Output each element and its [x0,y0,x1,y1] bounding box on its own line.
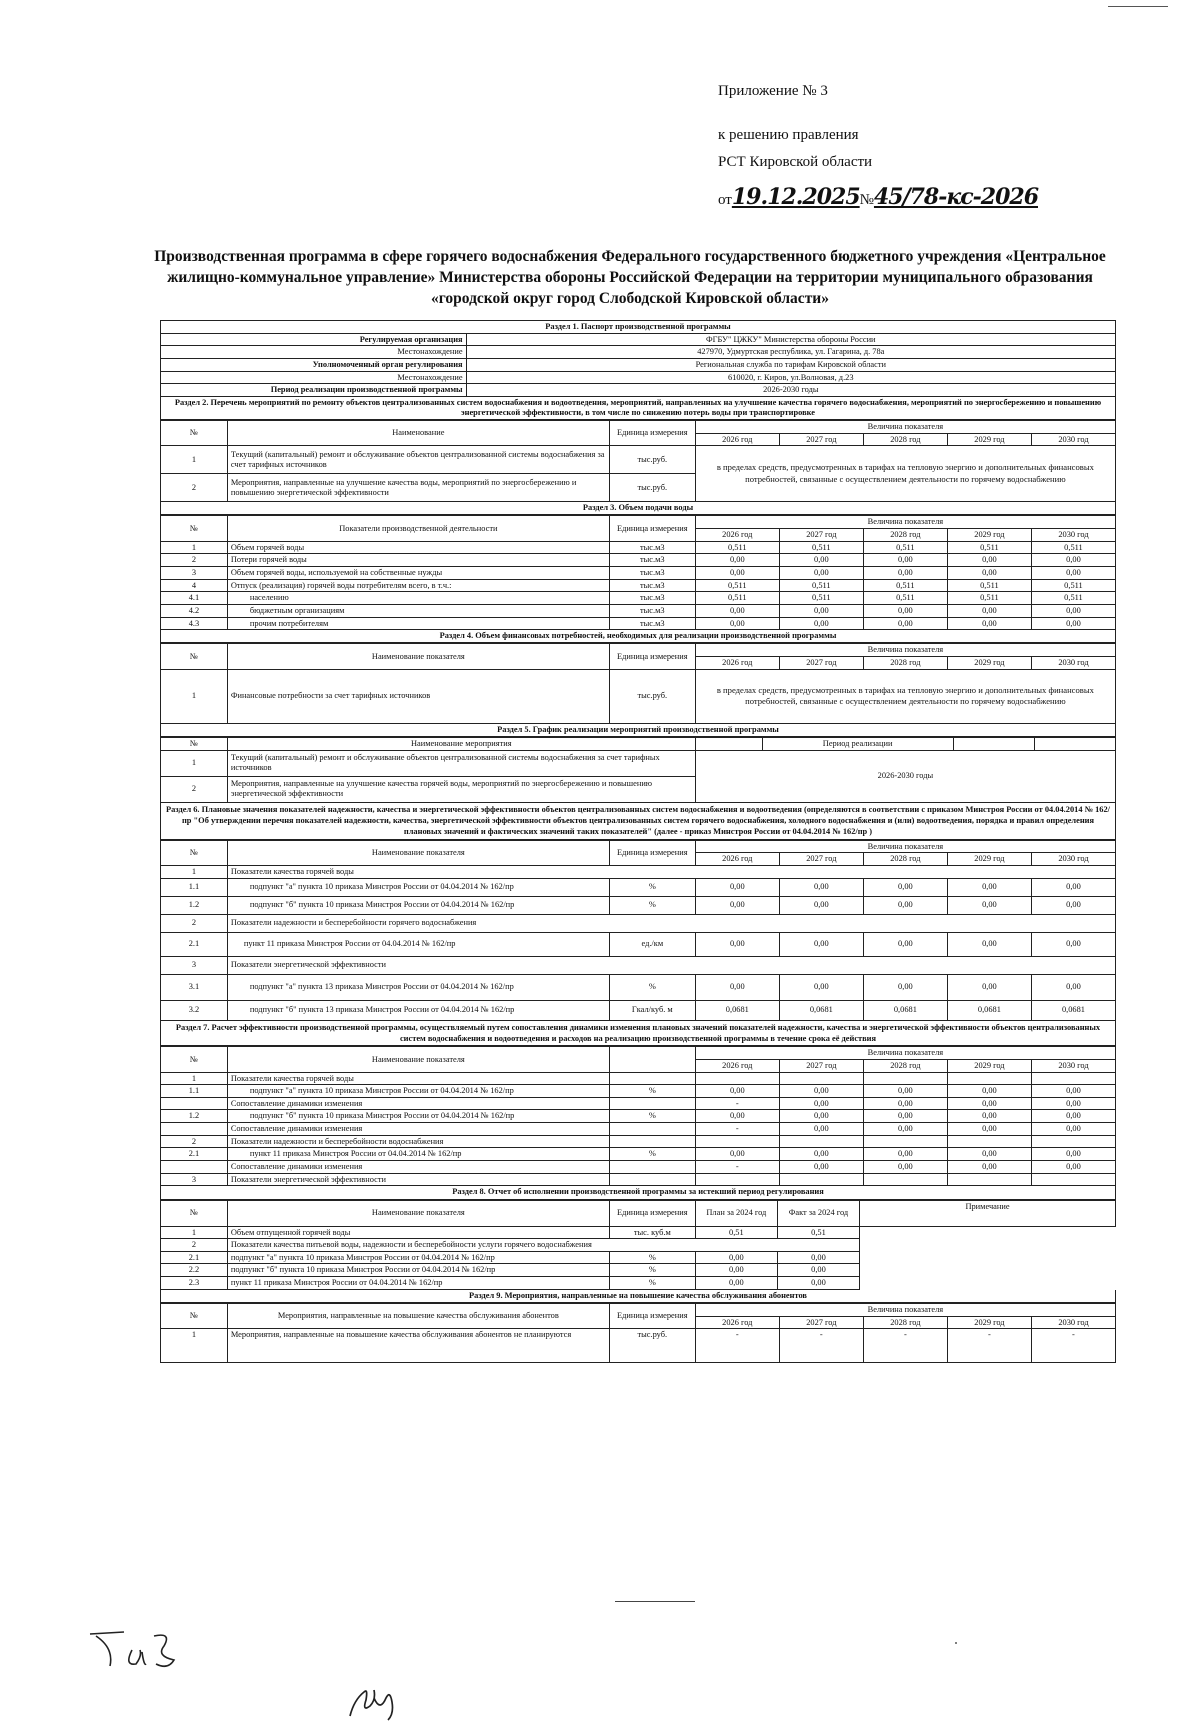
document-title: Производственная программа в сфере горячего водоснабжения Федерального государственного бюджетного учреждения «Центральное жилищно-коммунальное управление» Министерства обороны Российской Федерации на территории муниципального образования «городской округ город Слободской Кировской области» [154,248,1106,307]
table-row: 3 Показатели энергетической эффективности [161,1173,1116,1186]
decision-date: 19.12.2025 [731,184,860,210]
right-signature [330,1666,420,1721]
table-row: 2.3 пункт 11 приказа Минстроя России от 04.04.2014 № 162/пр % 0,00 0,00 [161,1277,1116,1290]
decision-number: 45/78-кс-2026 [873,184,1038,210]
section-8-table: № Наименование показателя Единица измерения План за 2024 год Факт за 2024 год Примечание 1 Объем отпущенной горячей воды тыс. куб.м 0,51 0,51 2 Показатели качества питьевой воды, надежности и бесперебойности услуги горячего водоснабжения 2.1 подпункт "а" пункта 10 приказа Минстроя России от 04.04.2014 № 162/пр % 0,00 0,00 2.2 подпункт "б" пункта 10 приказа Минстроя России от 04.04.2014 № 162/пр % 0,00 0,00 2.3 пункт 11 приказа Минстроя России от 04.04.2014 № 162/пр % 0,00 0,00 [160,1200,1116,1290]
table-row: 2 Потери горячей воды тыс.м3 0,00 0,00 0,00 0,00 0,00 [161,554,1116,567]
passport-row: Период реализации производственной программы 2026-2030 годы [161,384,1116,397]
table-row: 2 Мероприятия, направленные на улучшение качества воды, мероприятий по энергосбережению и повышению энергетической эффективности тыс.руб. [161,474,1116,502]
table-row: 2.1 пункт 11 приказа Минстроя России от 04.04.2014 № 162/пр % 0,00 0,00 0,00 0,00 0,00 [161,1148,1116,1161]
table-row: 2 Показатели качества питьевой воды, надежности и бесперебойности услуги горячего водоснабжения [161,1239,1116,1252]
appendix-decision: к решению правления [718,127,859,143]
table-row: 1 Объем отпущенной горячей воды тыс. куб.м 0,51 0,51 [161,1226,1116,1239]
table-row: 2.1 подпункт "а" пункта 10 приказа Минстроя России от 04.04.2014 № 162/пр % 0,00 0,00 [161,1251,1116,1264]
section-7-title: Раздел 7. Расчет эффективности производственной программы, осуществляемый путем сопоставления динамики изменения плановых значений показателей надежности, качества и энергетической эффективности объектов централизованных систем водоснабжения и водоотведения и расходов на реализацию производственной программы в течение срока её действия [160,1021,1116,1047]
section-6-table: № Наименование показателя Единица измерения Величина показателя 2026 год 2027 год 2028 год 2029 год 2030 год 1 Показатели качества горячей воды 1.1 подпункт "а" пункта 10 приказа Минстроя России от 04.04.2014 № 162/пр % 0,00 0,00 0,00 0,00 0,00 1.2 подпункт "б" пункта 10 приказа Минстроя России от 04.04.2014 № 162/пр % 0,00 0,00 0,00 0,00 0,00 2 Показатели надежности и бесперебойности горячего водоснабжения 2.1 пункт 11 приказа Минстроя России от 04.04.2014 № 162/пр ед./км 0,00 0,00 0,00 0,00 0,00 3 Показатели энергетической эффективности 3.1 подпункт "а" пункта 13 приказа Минстроя России от 04.04.2014 № 162/пр % 0,00 0,00 0,00 0,00 0,00 3.2 подпункт "б" пункта 13 приказа Минстроя России от 04.04.2014 № 162/пр Гкал/куб. м 0,0681 0,0681 0,0681 0,0681 0,0681 [160,840,1116,1021]
bottom-rule [615,1601,695,1602]
table-row: 2 Показатели надежности и бесперебойности горячего водоснабжения [161,914,1116,932]
section-3-title: Раздел 3. Объем подачи воды [160,502,1116,515]
section-2-table: № Наименование Единица измерения Величина показателя 2026 год 2027 год 2028 год 2029 год 2030 год 1 Текущий (капитальный) ремонт и обслуживание объектов централизованной системы водоснабжения за счет тарифных источников тыс.руб. в пределах средств, предусмотренных в тарифах на тепловую энергию и дополнительных финансовых потребностей, связанные с осуществлением деятельности по горячему водоснабжению 2 Мероприятия, направленные на улучшение качества воды, мероприятий по энергосбережению и повышению энергетической эффективности тыс.руб. [160,420,1116,502]
passport-row: Регулируемая организация ФГБУ" ЦЖКУ" Министерства обороны России [161,333,1116,346]
appendix-date-number: от19.12.2025№45/78-кс-2026 [718,184,1038,210]
section-4-title: Раздел 4. Объем финансовых потребностей, необходимых для реализации производственной программы [160,630,1116,643]
section-6-title: Раздел 6. Плановые значения показателей надежности, качества и энергетической эффективности объектов централизованных систем водоснабжения и водоотведения (определяются в соответствии с приказом Минстроя России от 04.04.2014 № 162/пр "Об утверждении перечня показателей надежности, качества, энергетической эффективности объектов централизованных систем горячего водоснабжения, холодного водоснабжения и (или) водоотведения, порядка и правил определения плановых значений и фактических значений таких показателей" (далее - приказ Минстроя России от 04.04.2014 № 162/пр ) [160,803,1116,840]
table-row: 1 Показатели качества горячей воды [161,865,1116,878]
passport-row: Местонахождение 427970, Удмуртская республика, ул. Гагарина, д. 78а [161,346,1116,359]
section-9-table: № Мероприятия, направленные на повышение качества обслуживания абонентов Единица измерения Величина показателя 2026 год 2027 год 2028 год 2029 год 2030 год 1 Мероприятия, направленные на повышение качества обслуживания абонентов не планируются тыс.руб. - - - - - [160,1303,1116,1363]
table-row: 1 Текущий (капитальный) ремонт и обслуживание объектов централизованной системы водоснабжения за счет тарифных источников 2026-2030 годы [161,750,1116,776]
table-row: 1 Объем горячей воды тыс.м3 0,511 0,511 0,511 0,511 0,511 [161,541,1116,554]
appendix-number: Приложение № 3 [718,83,828,99]
appendix-authority: РСТ Кировской области [718,154,873,170]
table-row: 3 Показатели энергетической эффективности [161,956,1116,974]
table-row: 1.2 подпункт "б" пункта 10 приказа Минстроя России от 04.04.2014 № 162/пр % 0,00 0,00 0,00 0,00 0,00 [161,1110,1116,1123]
scan-speck [955,1642,957,1644]
section-7-table: № Наименование показателя Величина показателя 2026 год 2027 год 2028 год 2029 год 2030 год 1 Показатели качества горячей воды 1.1 подпункт "а" пункта 10 приказа Минстроя России от 04.04.2014 № 162/пр % 0,00 0,00 0,00 0,00 0,00 Сопоставление динамики изменения - 0,00 0,00 0,00 0,00 1.2 подпункт "б" пункта 10 приказа Минстроя России от 04.04.2014 № 162/пр % 0,00 0,00 0,00 0,00 0,00 Сопоставление динамики изменения - 0,00 0,00 0,00 0,00 2 Показатели надежности и бесперебойности водоснабжения 2.1 пункт 11 приказа Минстроя России от 04.04.2014 № 162/пр % 0,00 0,00 0,00 0,00 0,00 Сопоставление динамики изменения - 0,00 0,00 0,00 0,00 3 Показатели энергетической эффективности [160,1046,1116,1186]
table-row: 3 Объем горячей воды, используемой на собственные нужды тыс.м3 0,00 0,00 0,00 0,00 0,00 [161,567,1116,580]
passport-row: Уполномоченный орган регулирования Региональная служба по тарифам Кировской области [161,358,1116,371]
implementation-period: 2026-2030 годы [695,750,1115,802]
section-5-title: Раздел 5. График реализации мероприятий производственной программы [160,724,1116,737]
table-row: 2.1 пункт 11 приказа Минстроя России от 04.04.2014 № 162/пр ед./км 0,00 0,00 0,00 0,00 0,00 [161,932,1116,956]
program-tables [160,320,1116,1363]
table-row: Сопоставление динамики изменения - 0,00 0,00 0,00 0,00 [161,1123,1116,1136]
table-row: 1.1 подпункт "а" пункта 10 приказа Минстроя России от 04.04.2014 № 162/пр % 0,00 0,00 0,00 0,00 0,00 [161,1085,1116,1098]
table-row: 4.2 бюджетным организациям тыс.м3 0,00 0,00 0,00 0,00 0,00 [161,605,1116,618]
section-1-passport [160,320,1116,397]
passport-row: Местонахождение 610020, г. Киров, ул.Волновая, д.23 [161,371,1116,384]
table-row: 3.1 подпункт "а" пункта 13 приказа Минстроя России от 04.04.2014 № 162/пр % 0,00 0,00 0,00 0,00 0,00 [161,974,1116,1000]
table-row: 4.1 населению тыс.м3 0,511 0,511 0,511 0,511 0,511 [161,592,1116,605]
left-handwritten-mark [84,1626,204,1686]
table-row: 4 Отпуск (реализация) горячей воды потребителям всего, в т.ч.: тыс.м3 0,511 0,511 0,511 0,511 0,511 [161,579,1116,592]
appendix-block [718,0,1118,210]
section-3-table: № Показатели производственной деятельности Единица измерения Величина показателя 2026 год 2027 год 2028 год 2029 год 2030 год 1 Объем горячей воды тыс.м3 0,511 0,511 0,511 0,511 0,511 2 Потери горячей воды тыс.м3 0,00 0,00 0,00 0,00 0,00 3 Объем горячей воды, используемой на собственные нужды тыс.м3 0,00 0,00 0,00 0,00 0,00 4 Отпуск (реализация) горячей воды потребителям всего, в т.ч.: тыс.м3 0,511 0,511 0,511 0,511 0,511 4.1 населению тыс.м3 0,511 0,511 0,511 0,511 0,511 4.2 бюджетным организациям тыс.м3 0,00 0,00 0,00 0,00 0,00 4.3 прочим потребителям тыс.м3 0,00 0,00 0,00 0,00 0,00 [160,515,1116,630]
section-9-title: Раздел 9. Мероприятия, направленные на повышение качества обслуживания абонентов [160,1290,1116,1303]
table-row: 1 Финансовые потребности за счет тарифных источников тыс.руб. в пределах средств, предусмотренных в тарифах на тепловую энергию и дополнительных финансовых потребностей, связанные с осуществлением деятельности по горячему водоснабжению [161,669,1116,723]
table-row: 1 Мероприятия, направленные на повышение качества обслуживания абонентов не планируются тыс.руб. - - - - - [161,1329,1116,1363]
table-row: 2 Мероприятия, направленные на улучшение качества горячей воды, мероприятий по энергосбережению и повышению энергетической эффективности [161,776,1116,802]
table-row: 1 Текущий (капитальный) ремонт и обслуживание объектов централизованной системы водоснабжения за счет тарифных источников тыс.руб. в пределах средств, предусмотренных в тарифах на тепловую энергию и дополнительных финансовых потребностей, связанные с осуществлением деятельности по горячему водоснабжению [161,446,1116,474]
section-5-table: № Наименование мероприятия Период реализации 1 Текущий (капитальный) ремонт и обслуживание объектов централизованной системы водоснабжения за счет тарифных источников 2026-2030 годы 2 Мероприятия, направленные на улучшение качества горячей воды, мероприятий по энергосбережению и повышению энергетической эффективности [160,737,1116,803]
table-row: 1 Показатели качества горячей воды [161,1072,1116,1085]
table-row: 1.2 подпункт "б" пункта 10 приказа Минстроя России от 04.04.2014 № 162/пр % 0,00 0,00 0,00 0,00 0,00 [161,896,1116,914]
section-8-title: Раздел 8. Отчет об исполнении производственной программы за истекший период регулирования [160,1186,1116,1199]
table-row: 1.1 подпункт "а" пункта 10 приказа Минстроя России от 04.04.2014 № 162/пр % 0,00 0,00 0,00 0,00 0,00 [161,878,1116,896]
section-2-title: Раздел 2. Перечень мероприятий по ремонту объектов централизованных систем водоснабжения и водоотведения, мероприятий, направленных на улучшение качества горячего водоснабжения, мероприятий по энергосбережению и повышению энергетической эффективности, в том числе по снижению потерь воды при транспортировке [160,397,1116,420]
table-row: 2 Показатели надежности и бесперебойности водоснабжения [161,1135,1116,1148]
budget-note: в пределах средств, предусмотренных в тарифах на тепловую энергию и дополнительных финансовых потребностей, связанные с осуществлением деятельности по горячему водоснабжению [695,669,1115,723]
table-row: 3.2 подпункт "б" пункта 13 приказа Минстроя России от 04.04.2014 № 162/пр Гкал/куб. м 0,0681 0,0681 0,0681 0,0681 0,0681 [161,1000,1116,1020]
budget-note: в пределах средств, предусмотренных в тарифах на тепловую энергию и дополнительных финансовых потребностей, связанные с осуществлением деятельности по горячему водоснабжению [695,446,1115,502]
table-row: Сопоставление динамики изменения - 0,00 0,00 0,00 0,00 [161,1161,1116,1174]
table-row: 4.3 прочим потребителям тыс.м3 0,00 0,00 0,00 0,00 0,00 [161,617,1116,630]
table-row: Сопоставление динамики изменения - 0,00 0,00 0,00 0,00 [161,1097,1116,1110]
section-1-title: Раздел 1. Паспорт производственной программы [161,321,1116,334]
section-4-table: № Наименование показателя Единица измерения Величина показателя 2026 год 2027 год 2028 год 2029 год 2030 год 1 Финансовые потребности за счет тарифных источников тыс.руб. в пределах средств, предусмотренных в тарифах на тепловую энергию и дополнительных финансовых потребностей, связанные с осуществлением деятельности по горячему водоснабжению [160,643,1116,723]
table-row: 2.2 подпункт "б" пункта 10 приказа Минстроя России от 04.04.2014 № 162/пр % 0,00 0,00 [161,1264,1116,1277]
